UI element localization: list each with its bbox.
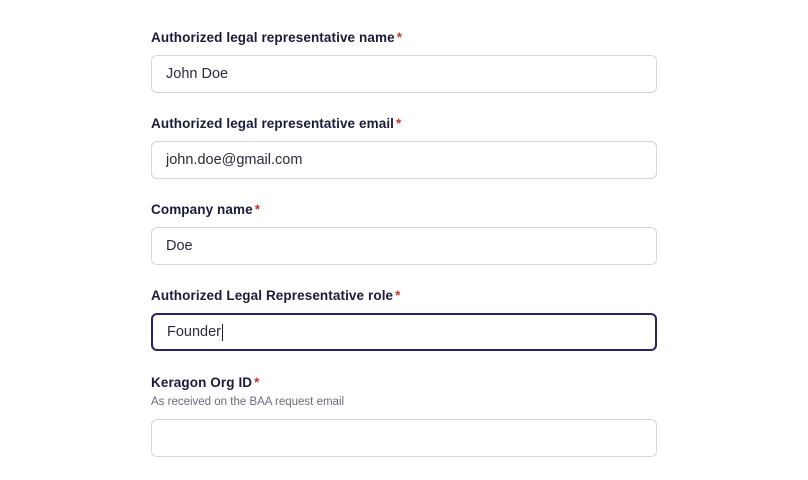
field-label <box>151 202 657 218</box>
input-keragon-org-id[interactable] <box>151 419 657 457</box>
required-asterisk: * <box>396 116 402 131</box>
input-authorized-legal-representative-role[interactable] <box>151 313 657 351</box>
input-value: john.doe@gmail.com <box>166 152 303 169</box>
field-label-text: Authorized legal representative email <box>151 116 395 131</box>
field-authorized-legal-representative-name <box>151 30 657 93</box>
input-authorized-legal-representative-name[interactable] <box>151 55 657 93</box>
field-company-name <box>151 202 657 265</box>
page-left-edge <box>0 0 6 480</box>
field-label <box>151 116 657 132</box>
scrollbar-track[interactable] <box>800 0 808 480</box>
input-value: Founder <box>167 324 222 341</box>
input-company-name[interactable] <box>151 227 657 265</box>
required-asterisk: * <box>395 288 401 303</box>
field-label-text: Authorized Legal Representative role <box>151 288 394 303</box>
required-asterisk: * <box>254 375 260 390</box>
required-asterisk: * <box>396 30 403 45</box>
required-asterisk: * <box>254 202 261 217</box>
input-authorized-legal-representative-email[interactable] <box>151 141 657 179</box>
field-authorized-legal-representative-email <box>151 116 657 179</box>
field-label-text: Authorized legal representative name <box>151 30 395 45</box>
input-value: Doe <box>166 238 193 255</box>
field-authorized-legal-representative-role <box>151 288 657 351</box>
field-label <box>151 288 657 304</box>
text-caret <box>222 324 223 341</box>
field-help-text: As received on the BAA request email <box>151 396 345 409</box>
field-label-text: Keragon Org ID <box>151 375 253 390</box>
input-value: John Doe <box>166 66 229 83</box>
field-label-text: Company name <box>151 202 253 217</box>
field-label <box>151 375 657 391</box>
field-label <box>151 30 657 46</box>
field-keragon-org-id <box>151 375 657 457</box>
